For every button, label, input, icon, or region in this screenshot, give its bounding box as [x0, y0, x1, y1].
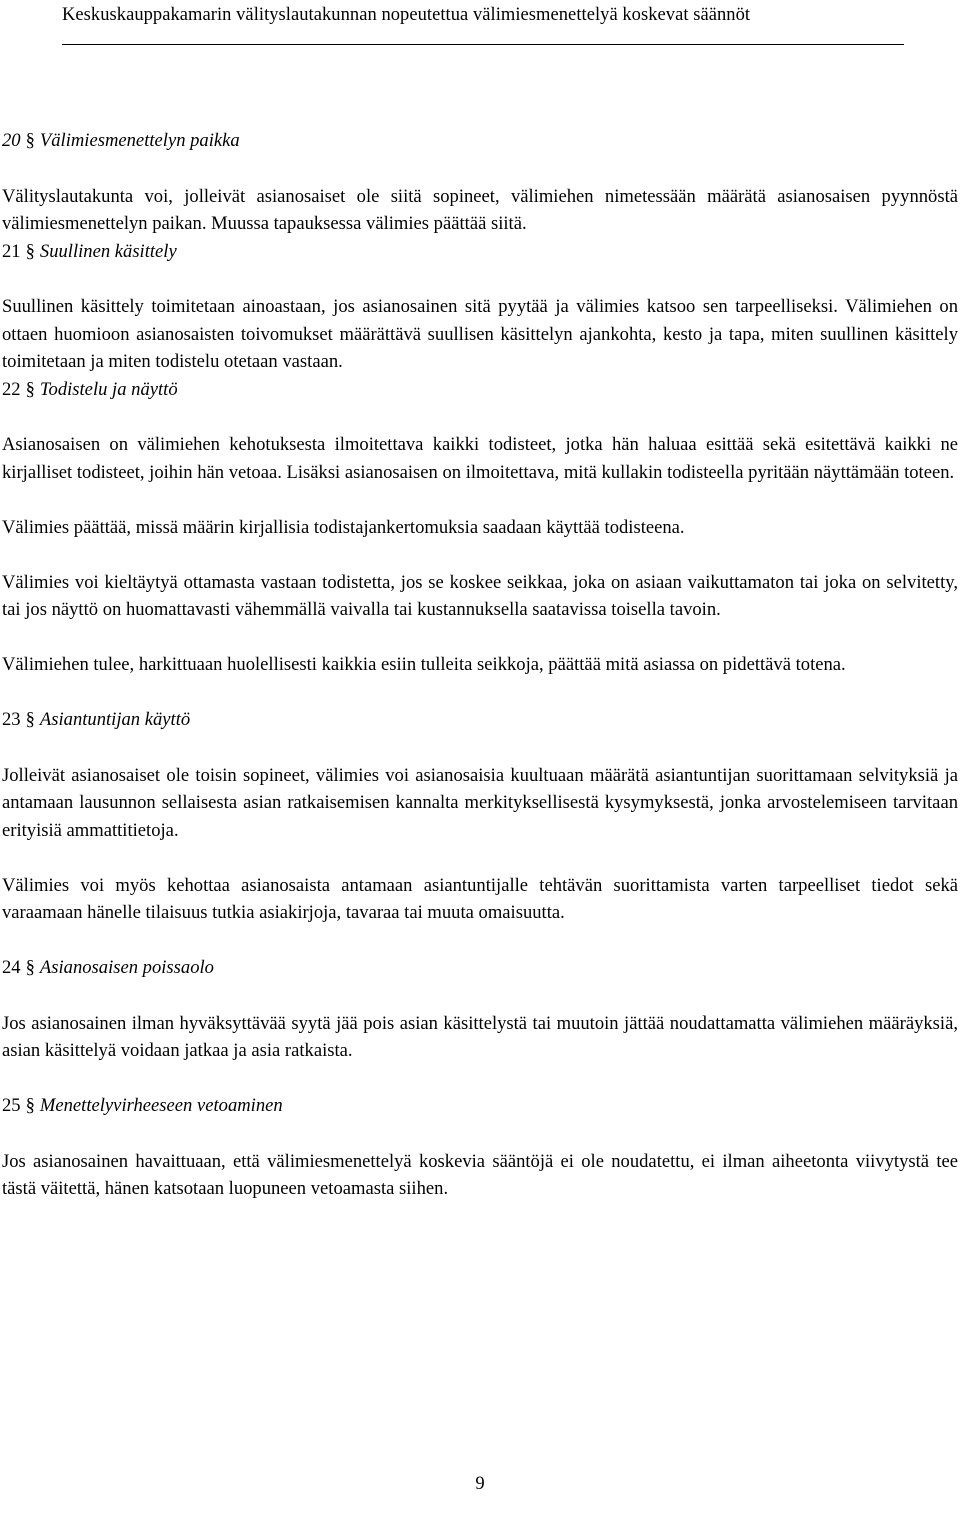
section-number: 22 [2, 378, 21, 400]
section-title: Suullinen käsittely [39, 240, 177, 262]
section-mark: § [25, 130, 35, 151]
section-23-paragraph-2: Välimies voi myös kehottaa asianosaista antamaan asiantuntijalle tehtävän suorittamista varten tarpeelliset tiedot sekä varaamaan hänelle tilaisuus tutkia asiakirjoja, tavaraa tai muuta omaisuutta. [2, 874, 958, 923]
section-25-heading [2, 1092, 958, 1120]
section-mark: § [25, 378, 35, 400]
section-title: Välimiesmenettelyn paikka [39, 130, 240, 151]
section-22-paragraph-2: Välimies päättää, missä määrin kirjallisia todistajankertomuksia saadaan käyttää todisteena. [2, 516, 685, 538]
section-24-heading [2, 954, 958, 982]
section-23-paragraph-1: Jolleivät asianosaiset ole toisin sopineet, välimies voi asianosaisia kuultuaan määrätä asiantuntijan suorittamaan selvityksiä ja antamaan lausunnon sellaisesta asian ratkaisemisen kannalta merkityksellisestä kysymyksestä, jonka arvostelemiseen tarvitaan erityisiä ammattitietoja. [2, 764, 958, 841]
page-number: 9 [475, 1473, 485, 1494]
section-22-paragraph-1: Asianosaisen on välimiehen kehotuksesta ilmoitettava kaikki todisteet, jotka hän haluaa esittää sekä esitettävä kaikki ne kirjalliset todisteet, joihin hän vetoaa. Lisäksi asianosaisen on ilmoitettava, mitä kullakin todisteella pyritään näyttämään toteen. [2, 434, 958, 483]
section-22-paragraph-3: Välimies voi kieltäytyä ottamasta vastaan todistetta, jos se koskee seikkaa, joka on asiaan vaikuttamaton tai joka on selvitetty, tai jos näyttö on huomattavasti vähemmällä vaivalla tai kustannuksella saatavissa toisella tavoin. [2, 571, 958, 620]
section-20-heading [2, 127, 958, 155]
section-number: 25 [2, 1095, 21, 1116]
section-25-paragraph-1: Jos asianosainen havaittuaan, että välimiesmenettelyä koskevia sääntöjä ei ole noudatettu, ei ilman aiheetonta viivytystä tee tästä väitettä, hänen katsotaan luopuneen vetoamasta siihen. [2, 1150, 958, 1199]
section-mark: § [25, 240, 35, 262]
section-mark: § [25, 1095, 35, 1116]
section-22-paragraph-4: Välimiehen tulee, harkittuaan huolellisesti kaikkia esiin tulleita seikkoja, päättää mitä asiassa on pidettävä totena. [2, 654, 846, 675]
section-number: 20 [2, 130, 21, 151]
section-title: Todistelu ja näyttö [39, 378, 178, 400]
section-title: Asiantuntijan käyttö [39, 709, 191, 730]
header-rule [62, 44, 904, 45]
section-21-paragraph-1: Suullinen käsittely toimitetaan ainoastaan, jos asianosainen sitä pyytää ja välimies katsoo sen tarpeelliseksi. Välimiehen on ottaen huomioon asianosaisten toivomukset määrättävä suullisen käsittelyn ajankohta, kesto ja tapa, miten suullinen käsittely toimitetaan ja miten todistelu otetaan vastaan. [2, 296, 958, 372]
section-number: 21 [2, 240, 21, 262]
section-title: Menettelyvirheeseen vetoaminen [39, 1095, 283, 1116]
section-23-heading [2, 706, 958, 734]
section-24-paragraph-1: Jos asianosainen ilman hyväksyttävää syytä jää pois asian käsittelystä tai muutoin jättää noudattamatta välimiehen määräyksiä, asian käsittelyä voidaan jatkaa ja asia ratkaista. [2, 1012, 958, 1061]
section-mark: § [25, 709, 35, 730]
section-number: 24 [2, 957, 21, 978]
section-number: 23 [2, 709, 21, 730]
section-21-heading [2, 238, 958, 266]
section-title: Asianosaisen poissaolo [39, 957, 214, 978]
document-body [2, 127, 958, 1230]
section-20-paragraph-1: Välityslautakunta voi, jolleivät asianosaiset ole siitä sopineet, välimiehen nimetessään määrätä asianosaisen pyynnöstä välimiesmenettelyn paikan. Muussa tapauksessa välimies päättää siitä. [2, 185, 958, 234]
running-header: Keskuskauppakamarin välityslautakunnan nopeutettua välimiesmenettelyä koskevat säännöt [62, 5, 751, 25]
section-mark: § [25, 957, 35, 978]
section-22-heading [2, 376, 958, 404]
